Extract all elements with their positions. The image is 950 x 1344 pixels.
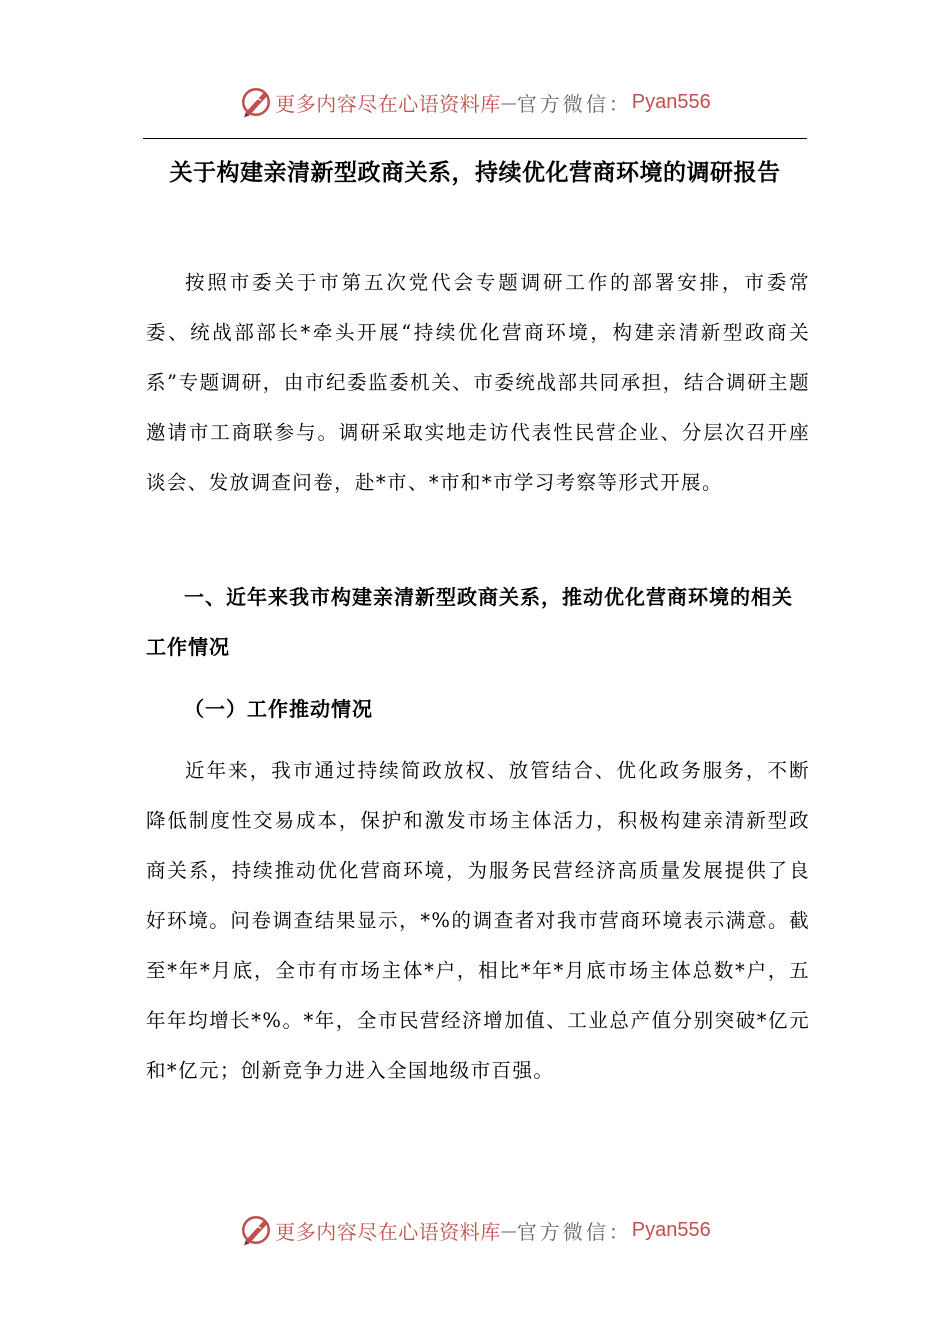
intro-paragraph: 按照市委关于市第五次党代会专题调研工作的部署安排，市委常委、统战部部长*牵头开展“持续优化营商环境，构建亲清新型政商关系”专题调研，由市纪委监委机关、市委统战部共同承担，结合调研主题邀请市工商联参与。调研采取实地走访代表性民营企业、分层次召开座谈会、发放调查问卷，赴*市、*市和*市学习考察等形式开展。 (146, 271, 810, 494)
header-watermark (0, 82, 950, 122)
watermark-wechat-id: Pyan556 (631, 1218, 711, 1241)
watermark-label: 官方微信： (516, 91, 632, 116)
watermark-text: 更多内容尽在心语资料库 (275, 91, 501, 116)
watermark-separator: — (500, 1220, 517, 1240)
pen-logo-icon (239, 85, 273, 119)
watermark-text: 更多内容尽在心语资料库 (275, 1219, 501, 1244)
watermark-wechat-id: Pyan556 (631, 90, 711, 113)
subsection-heading: （一）工作推动情况 (184, 697, 373, 721)
section-heading: 一、近年来我市构建亲清新型政商关系，推动优化营商环境的相关工作情况 (146, 585, 793, 659)
header-divider (143, 138, 807, 139)
pen-logo-icon (239, 1213, 273, 1247)
body-paragraph: 近年来，我市通过持续简政放权、放管结合、优化政务服务，不断降低制度性交易成本，保护和激发市场主体活力，积极构建亲清新型政商关系，持续推动优化营商环境，为服务民营经济高质量发展提供了良好环境。问卷调查结果显示，*%的调查者对我市营商环境表示满意。截至*年*月底，全市有市场主体*户，相比*年*月底市场主体总数*户，五年年均增长*%。*年，全市民营经济增加值、工业总产值分别突破*亿元和*亿元；创新竞争力进入全国地级市百强。 (146, 759, 810, 1082)
watermark-label: 官方微信： (516, 1219, 632, 1244)
document-title: 关于构建亲清新型政商关系，持续优化营商环境的调研报告 (169, 160, 781, 186)
footer-watermark (0, 1210, 950, 1250)
watermark-separator: — (500, 92, 517, 112)
